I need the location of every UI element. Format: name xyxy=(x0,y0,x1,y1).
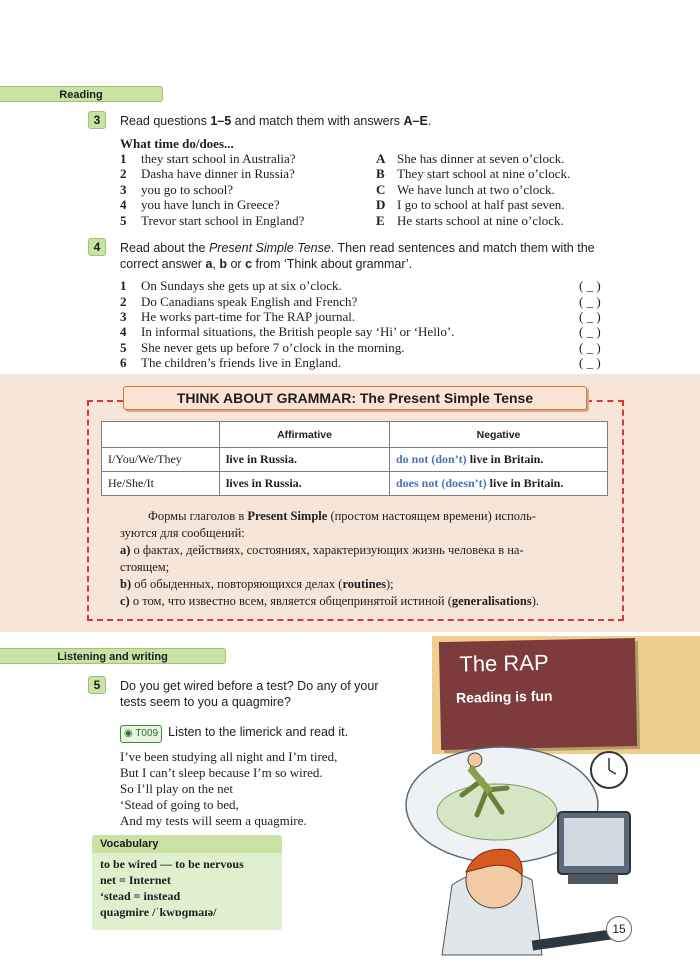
answer-item xyxy=(376,151,565,166)
sentence-text: On Sundays she gets up at six o’clock. xyxy=(141,278,342,293)
grammar-frame-top-right xyxy=(586,400,624,402)
vocabulary-item: quagmire /ˈkwɒɡmaɪə/ xyxy=(100,905,217,919)
sentence-item xyxy=(120,340,405,355)
poem-line: And my tests will seem a quagmire. xyxy=(120,813,307,828)
sentence-number: 5 xyxy=(120,340,127,355)
exercise-number-3: 3 xyxy=(88,111,106,129)
sentence-number: 3 xyxy=(120,309,127,324)
table-header-negative: Negative xyxy=(390,422,608,448)
rule-bold: Present Simple xyxy=(247,509,328,523)
sentence-text: In informal situations, the British people say ‘Hi’ or ‘Hello’. xyxy=(141,324,455,339)
rule-label: с) xyxy=(120,594,130,608)
student-illustration xyxy=(382,740,642,970)
instruction-text: . Then read sentences and match them with the xyxy=(330,241,595,255)
rule-text: ); xyxy=(385,577,394,591)
vocabulary-item: to be wired — to be nervous xyxy=(100,857,244,871)
rule-text: Формы глаголов в xyxy=(148,509,248,523)
sentence-item xyxy=(120,294,357,309)
instruction-text: correct answer xyxy=(120,257,206,271)
negative-aux: do not (don’t) xyxy=(396,452,467,466)
rule-a xyxy=(120,542,610,559)
sentence-text: Do Canadians speak English and French? xyxy=(141,294,358,309)
section-label-text: Listening and writing xyxy=(57,651,168,663)
rule-bold: routines xyxy=(342,577,386,591)
instruction-bold: b xyxy=(219,257,227,271)
table-cell-negative xyxy=(390,472,608,496)
rule-b xyxy=(120,576,610,593)
sentence-number: 6 xyxy=(120,355,127,370)
negative-rest: live in Britain. xyxy=(466,452,544,466)
question-text: you go to school? xyxy=(141,182,234,197)
answer-letter: B xyxy=(376,166,385,181)
vocabulary-item: net = Internet xyxy=(100,873,171,887)
question-number: 1 xyxy=(120,151,127,166)
answer-text: She has dinner at seven o’clock. xyxy=(397,151,565,166)
answer-letter: E xyxy=(376,213,385,228)
rule-bold: generalisations xyxy=(451,594,532,608)
rap-card xyxy=(439,638,637,750)
question-heading: What time do/does... xyxy=(120,136,234,151)
instruction-text: Read questions xyxy=(120,114,211,128)
table-cell-subject: He/She/It xyxy=(102,472,220,496)
runner-head xyxy=(468,753,482,767)
answer-item xyxy=(376,213,564,228)
instruction-text: from ‘Think about grammar’. xyxy=(252,257,413,271)
question-item xyxy=(120,151,296,166)
sentence-item xyxy=(120,324,455,339)
rule-text: о фактах, действиях, состояниях, характеризующих жизнь человека в на- xyxy=(130,543,524,557)
sentence-item xyxy=(120,278,342,293)
answer-letter: C xyxy=(376,182,386,197)
answer-blank[interactable]: ( _ ) xyxy=(579,294,601,309)
vocabulary-item: ‘stead = instead xyxy=(100,889,181,903)
instruction-bold: A–E xyxy=(403,114,428,128)
sentence-text: He works part-time for The RAP journal. xyxy=(141,309,356,324)
table-row xyxy=(102,472,608,496)
sentence-number: 2 xyxy=(120,294,127,309)
section-label-reading xyxy=(0,86,163,102)
exercise-number-5: 5 xyxy=(88,676,106,694)
instruction-line: tests seem to you a quagmire? xyxy=(120,695,291,709)
rule-intro xyxy=(120,508,610,525)
table-header-affirmative: Affirmative xyxy=(220,422,390,448)
rule-text: (простом настоящем времени) исполь- xyxy=(327,509,536,523)
answer-letter: D xyxy=(376,197,386,212)
rule-a-cont: стоящем; xyxy=(120,560,170,574)
answer-blank[interactable]: ( _ ) xyxy=(579,340,601,355)
rule-text: ). xyxy=(531,594,540,608)
limerick xyxy=(120,749,337,829)
section-label-text: Reading xyxy=(59,89,103,101)
poem-line: So I’ll play on the net xyxy=(120,781,234,796)
rule-text: об обыденных, повторяющихся делах ( xyxy=(131,577,343,591)
sentence-item xyxy=(120,309,355,324)
table-cell-negative xyxy=(390,448,608,472)
grammar-rule-text xyxy=(120,508,610,610)
grammar-table xyxy=(101,421,608,496)
question-number: 5 xyxy=(120,213,127,228)
question-item xyxy=(120,182,233,197)
sentence-text: The children’s friends live in England. xyxy=(141,355,342,370)
table-cell-subject: I/You/We/They xyxy=(102,448,220,472)
exercise-3-instruction xyxy=(120,113,431,129)
table-header-empty xyxy=(102,422,220,448)
instruction-bold: c xyxy=(245,257,253,271)
question-text: Trevor start school in England? xyxy=(141,213,305,228)
question-number: 4 xyxy=(120,197,127,212)
keyboard-icon xyxy=(532,929,619,951)
answer-letter: A xyxy=(376,151,386,166)
instruction-line: Do you get wired before a test? Do any of your xyxy=(120,679,379,693)
question-number: 3 xyxy=(120,182,127,197)
answer-text: They start school at nine o’clock. xyxy=(397,166,571,181)
question-text: they start school in Australia? xyxy=(141,151,296,166)
monitor-screen xyxy=(564,818,624,866)
rap-title: The RAP xyxy=(459,649,549,677)
instruction-bold: a xyxy=(205,257,213,271)
listen-text: Listen to the limerick and read it. xyxy=(168,725,349,739)
table-cell-affirmative: live in Russia. xyxy=(220,448,390,472)
negative-rest: live in Britain. xyxy=(486,476,564,490)
instruction-bold: 1–5 xyxy=(210,114,232,128)
vocabulary-box xyxy=(92,835,282,930)
answer-item xyxy=(376,197,565,212)
question-item xyxy=(120,197,280,212)
instruction-text: . xyxy=(427,114,432,128)
sentence-number: 1 xyxy=(120,278,127,293)
bubble-ground xyxy=(437,784,557,840)
audio-track-label: T009 xyxy=(135,728,159,739)
rule-text: о том, что известно всем, является общепринятой истиной ( xyxy=(129,594,452,608)
question-text: Dasha have dinner in Russia? xyxy=(141,166,295,181)
vocabulary-title: Vocabulary xyxy=(92,835,282,853)
exercise-5-instruction xyxy=(120,678,378,710)
answer-item xyxy=(376,182,555,197)
sentence-item xyxy=(120,355,341,370)
instruction-text: or xyxy=(227,257,246,271)
question-number: 2 xyxy=(120,166,127,181)
question-text: you have lunch in Greece? xyxy=(141,197,280,212)
poem-line: But I can’t sleep because I’m so wired. xyxy=(120,765,323,780)
instruction-italic: Present Simple Tense xyxy=(208,241,331,255)
monitor-base xyxy=(568,874,618,884)
rule-c xyxy=(120,593,610,610)
rule-label: b) xyxy=(120,577,132,591)
question-item xyxy=(120,166,295,181)
section-label-listening xyxy=(0,648,226,664)
sentence-number: 4 xyxy=(120,324,127,339)
vocabulary-list xyxy=(92,853,282,920)
page-number: 15 xyxy=(606,916,632,942)
instruction-text: Read about the xyxy=(120,241,209,255)
rule-intro-cont: зуются для сообщений: xyxy=(120,526,245,540)
negative-aux: does not (doesn’t) xyxy=(396,476,487,490)
grammar-title: THINK ABOUT GRAMMAR: The Present Simple Tense xyxy=(123,386,587,410)
answer-blank[interactable]: ( _ ) xyxy=(579,324,601,339)
listen-instruction xyxy=(120,724,348,743)
instruction-text: and match them with answers xyxy=(231,114,404,128)
answer-blank[interactable]: ( _ ) xyxy=(579,355,601,370)
poem-line: ‘Stead of going to bed, xyxy=(120,797,239,812)
instruction-text: , xyxy=(212,257,220,271)
grammar-frame-top-left xyxy=(87,400,123,402)
answer-text: He starts school at nine o’clock. xyxy=(397,213,564,228)
audio-track-icon[interactable]: ◉ T009 xyxy=(120,725,162,743)
table-row xyxy=(102,448,608,472)
answer-text: I go to school at half past seven. xyxy=(397,197,565,212)
answer-text: We have lunch at two o’clock. xyxy=(397,182,555,197)
rule-label: а) xyxy=(120,543,131,557)
poem-line: I’ve been studying all night and I’m tired, xyxy=(120,749,338,764)
rap-subtitle: Reading is fun xyxy=(455,687,553,706)
question-item xyxy=(120,213,304,228)
table-header-row xyxy=(102,422,608,448)
exercise-4-instruction xyxy=(120,240,595,272)
exercise-number-4: 4 xyxy=(88,238,106,256)
answer-blank[interactable]: ( _ ) xyxy=(579,278,601,293)
sentence-text: She never gets up before 7 o’clock in the morning. xyxy=(141,340,405,355)
answer-blank[interactable]: ( _ ) xyxy=(579,309,601,324)
table-cell-affirmative: lives in Russia. xyxy=(220,472,390,496)
answer-item xyxy=(376,166,570,181)
